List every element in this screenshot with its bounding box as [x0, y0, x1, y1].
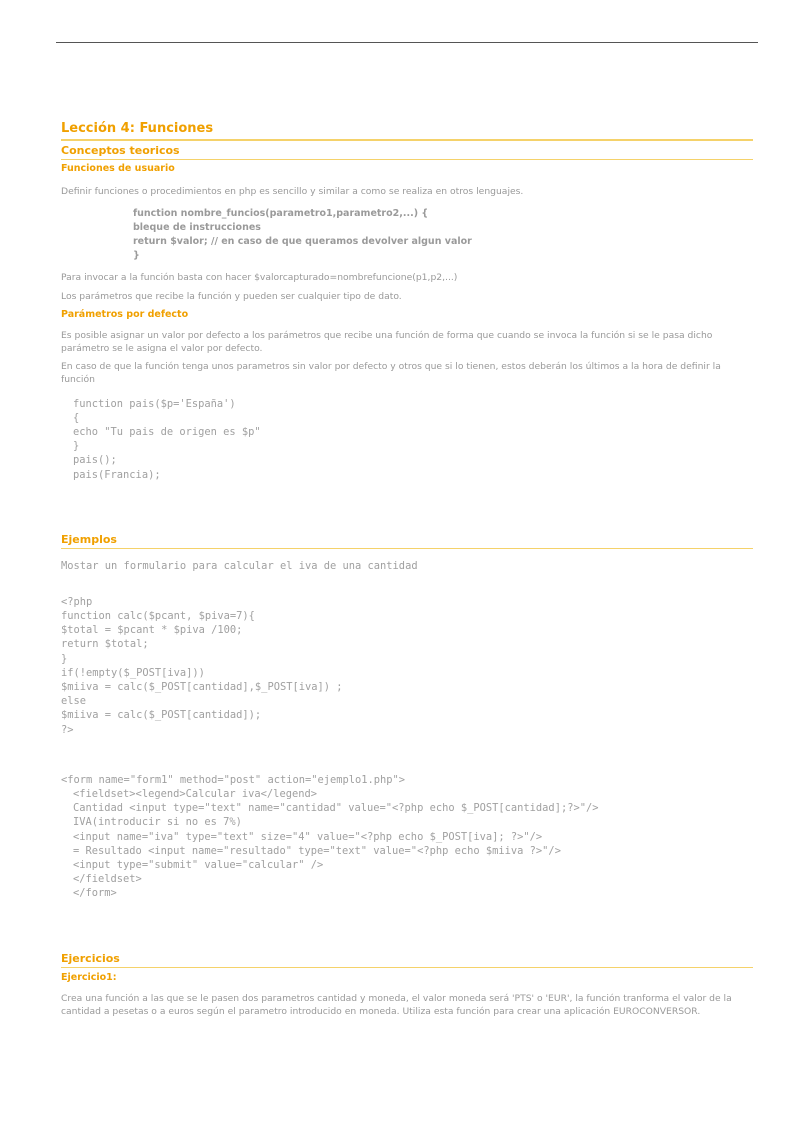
- code-line: return $total;: [61, 638, 149, 651]
- code-line: </fieldset>: [73, 873, 142, 886]
- section-title-exercises: Ejercicios: [61, 951, 753, 968]
- default-params-paragraph-1: Es posible asignar un valor por defecto a los parámetros que recibe una función de forma que cuando se invoca la función si se le pasa dicho parámetro se le asigna el valor por defecto.: [61, 329, 713, 354]
- code-line: ?>: [61, 723, 74, 736]
- code-line: Cantidad <input type="text" name="cantidad" value="<?php echo $_POST[cantidad];?>"/>: [73, 802, 599, 815]
- user-functions-intro: Definir funciones o procedimientos en php es sencillo y similar a como se realiza en otros lenguajes.: [61, 186, 524, 197]
- code-line: pais(Francia);: [73, 468, 161, 481]
- code-line: }: [61, 652, 68, 665]
- default-params-paragraph-2: En caso de que la función tenga unos parametros sin valor por defecto y otros que si lo tienen, estos deberán los últimos a la hora de definir la función: [61, 360, 721, 385]
- syntax-line: function nombre_funcios(parametro1,parametro2,...) {: [133, 207, 429, 219]
- section-title-concepts: Conceptos teoricos: [61, 143, 753, 160]
- code-line: <form name="form1" method="post" action="ejemplo1.php">: [61, 773, 406, 786]
- subsection-title-user-functions: Funciones de usuario: [61, 163, 175, 174]
- code-line: $miiva = calc($_POST[cantidad],$_POST[iva]) ;: [61, 680, 343, 693]
- syntax-line: return $valor; // en caso de que queramos devolver algun valor: [133, 235, 472, 247]
- page-content: [61, 120, 753, 1019]
- invoke-paragraph: Para invocar a la función basta con hacer $valorcapturado=nombrefuncione(p1,p2,...): [61, 271, 458, 283]
- params-paragraph: Los parámetros que recibe la función y pueden ser cualquier tipo de dato.: [61, 291, 402, 302]
- syntax-line: }: [133, 249, 140, 261]
- default-params-code-block: [61, 397, 753, 482]
- code-line: function calc($pcant, $piva=7){: [61, 609, 255, 622]
- exercise-1-title: Ejercicio1:: [61, 971, 117, 983]
- lesson-title: Lección 4: Funciones: [61, 120, 753, 141]
- code-line: else: [61, 695, 87, 708]
- function-syntax-block: [61, 207, 753, 263]
- code-line: if(!empty($_POST[iva])): [61, 666, 205, 679]
- form-code-block: [61, 773, 753, 901]
- code-line: <?php: [61, 595, 93, 608]
- code-line: {: [73, 411, 80, 424]
- code-line: IVA(introducir si no es 7%): [73, 816, 242, 829]
- code-line: = Resultado <input name="resultado" type="text" value="<?php echo $miiva ?>"/>: [73, 844, 561, 857]
- syntax-line: bleque de instrucciones: [133, 221, 261, 233]
- page-header-rule: [56, 42, 758, 43]
- code-line: <input name="iva" type="text" size="4" value="<?php echo $_POST[iva]; ?>"/>: [73, 830, 543, 843]
- example-description: Mostar un formulario para calcular el iva de una cantidad: [61, 559, 418, 572]
- exercise-1-text: Crea una función a las que se le pasen dos parametros cantidad y moneda, el valor moneda será 'PTS' o 'EUR', la función tranforma el valor de la cantidad a pesetas o a euros según el parametro introducido en moneda. Utiliza esta función para crear una aplicación EUROCONVERSOR.: [61, 992, 732, 1018]
- php-code-block: [61, 595, 753, 737]
- code-line: function pais($p='España'): [73, 397, 236, 410]
- code-line: <fieldset><legend>Calcular iva</legend>: [73, 787, 317, 800]
- subsection-title-default-params: Parámetros por defecto: [61, 308, 189, 320]
- code-line: <input type="submit" value="calcular" />: [73, 858, 324, 871]
- code-line: $miiva = calc($_POST[cantidad]);: [61, 709, 262, 722]
- section-title-examples: Ejemplos: [61, 532, 753, 549]
- code-line: echo "Tu pais de origen es $p": [73, 425, 261, 438]
- code-line: </form>: [73, 887, 117, 900]
- code-line: $total = $pcant * $piva /100;: [61, 624, 243, 637]
- code-line: }: [73, 440, 80, 453]
- code-line: pais();: [73, 454, 117, 467]
